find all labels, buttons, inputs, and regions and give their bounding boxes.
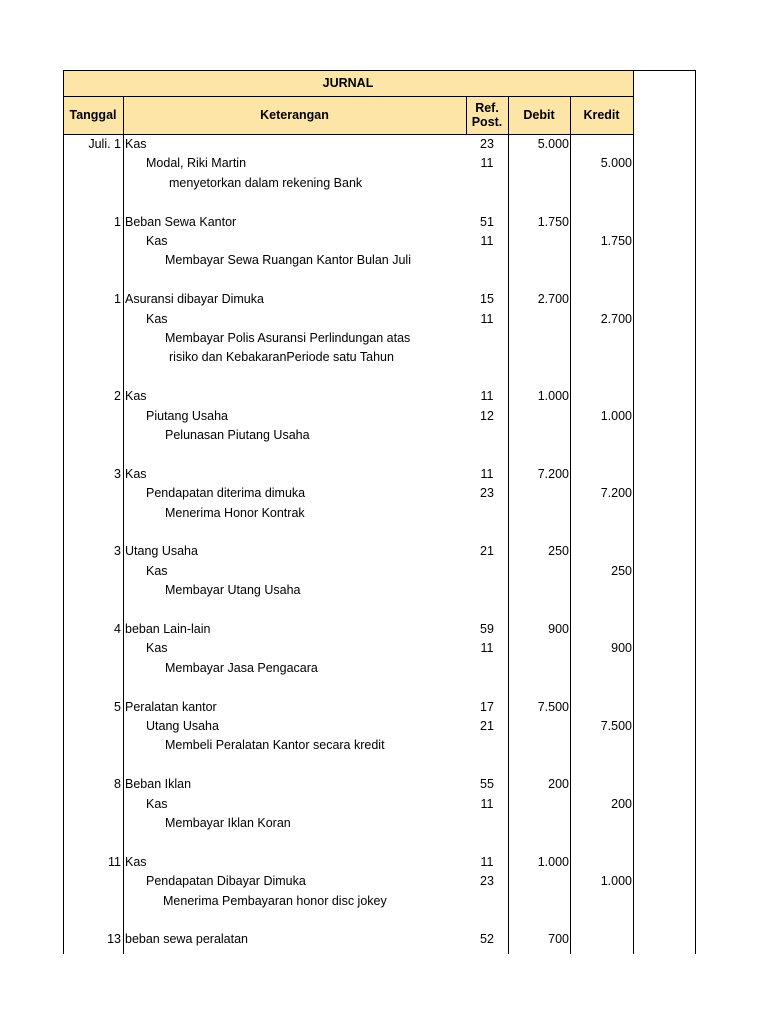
entry-description: Asuransi dibayar Dimuka — [125, 292, 264, 307]
col-line-keterangan-hdr — [466, 96, 467, 134]
entry-description: Kas — [125, 466, 147, 481]
entry-description: Kas — [125, 137, 147, 151]
entry-description: Utang Usaha — [125, 544, 198, 559]
entry-description: Pelunasan Piutang Usaha — [165, 428, 310, 442]
entry-date: 1 — [114, 292, 121, 307]
header-ref-line1: Ref. — [475, 101, 499, 115]
entry-description: Beban Iklan — [125, 777, 192, 792]
entry-description: Utang Usaha — [146, 719, 219, 733]
entry-description: menyetorkan dalam rekening Bank — [169, 175, 363, 190]
entry-kredit: 250 — [611, 563, 632, 578]
col-line-right — [695, 70, 696, 954]
entry-date: 1 — [114, 214, 121, 229]
entry-description: Kas — [146, 796, 168, 811]
entry-date: 13 — [107, 932, 121, 947]
entry-description: Kas — [146, 234, 168, 248]
entry-debit: 700 — [548, 932, 569, 947]
entry-kredit: 2.700 — [600, 311, 632, 326]
entry-debit: 1.750 — [537, 214, 569, 229]
entry-date: 3 — [114, 466, 121, 481]
entry-kredit: 900 — [611, 641, 632, 656]
entry-ref-post: 23 — [480, 486, 494, 501]
entry-description: beban Lain-lain — [125, 622, 211, 636]
entry-debit: 7.200 — [537, 466, 569, 481]
entry-description: risiko dan KebakaranPeriode satu Tahun — [169, 350, 394, 365]
entry-date: 5 — [114, 699, 121, 714]
entry-debit: 900 — [548, 622, 569, 636]
entry-ref-post: 11 — [480, 156, 494, 171]
entry-description: Beban Sewa Kantor — [125, 214, 237, 229]
col-line-left — [63, 70, 64, 954]
entry-description: beban sewa peralatan — [125, 932, 249, 947]
entry-description: Pendapatan Dibayar Dimuka — [146, 874, 306, 889]
entry-date: 8 — [114, 777, 121, 792]
header-keterangan: Keterangan — [260, 108, 329, 122]
entry-date: 4 — [114, 622, 121, 636]
entry-ref-post: 11 — [480, 641, 494, 656]
entry-kredit: 1.000 — [600, 408, 632, 423]
entry-kredit: 7.500 — [600, 719, 632, 733]
header-tanggal: Tanggal — [69, 108, 117, 122]
entry-debit: 250 — [548, 544, 569, 559]
entry-debit: 5.000 — [537, 137, 569, 151]
journal-title: JURNAL — [322, 76, 374, 90]
entry-ref-post: 21 — [480, 544, 494, 559]
entry-kredit: 1.000 — [600, 874, 632, 889]
entry-ref-post: 11 — [480, 466, 494, 481]
entry-debit: 200 — [548, 777, 569, 792]
header-debit: Debit — [523, 108, 555, 122]
entry-description: Menerima Pembayaran honor disc jokey — [163, 893, 387, 908]
entry-description: Membayar Utang Usaha — [165, 583, 301, 598]
entry-description: Membeli Peralatan Kantor secara kredit — [165, 738, 385, 753]
entry-ref-post: 11 — [480, 796, 494, 811]
entry-debit: 7.500 — [537, 699, 569, 714]
entry-debit: 1.000 — [537, 389, 569, 404]
entry-description: Peralatan kantor — [125, 699, 217, 714]
entry-ref-post: 11 — [480, 389, 494, 404]
entry-kredit: 1.750 — [600, 234, 632, 248]
entry-ref-post: 15 — [480, 292, 494, 307]
entry-date: 11 — [108, 854, 121, 869]
entry-debit: 2.700 — [537, 292, 569, 307]
entry-ref-post: 11 — [480, 234, 494, 248]
entry-description: Membayar Jasa Pengacara — [165, 660, 318, 675]
entry-debit: 1.000 — [537, 854, 569, 869]
entry-description: Kas — [146, 641, 168, 656]
col-line-kredit — [633, 70, 634, 954]
entry-description: Membayar Sewa Ruangan Kantor Bulan Juli — [165, 253, 411, 268]
entry-ref-post: 11 — [480, 311, 494, 326]
entry-description: Kas — [146, 563, 168, 578]
entry-description: Membayar Iklan Koran — [165, 816, 291, 830]
entry-date: 2 — [114, 389, 121, 404]
entry-date: Juli. 1 — [88, 137, 121, 151]
entry-ref-post: 55 — [480, 777, 494, 792]
entry-description: Menerima Honor Kontrak — [165, 505, 305, 520]
border-top — [63, 70, 695, 71]
entry-ref-post: 52 — [480, 932, 494, 947]
entry-description: Piutang Usaha — [146, 408, 229, 423]
entry-ref-post: 21 — [480, 719, 494, 733]
entry-description: Kas — [125, 854, 147, 869]
entry-description: Modal, Riki Martin — [146, 156, 247, 171]
entry-ref-post: 59 — [480, 622, 494, 636]
entry-ref-post: 23 — [480, 874, 494, 889]
entry-kredit: 7.200 — [600, 486, 632, 501]
entry-description: Kas — [125, 389, 147, 404]
header-kredit: Kredit — [583, 108, 620, 122]
entry-date: 3 — [114, 544, 121, 559]
entry-kredit: 5.000 — [600, 156, 632, 171]
entry-description: Pendapatan diterima dimuka — [146, 486, 306, 501]
header-ref-post — [466, 96, 508, 134]
entry-ref-post: 11 — [480, 854, 494, 869]
entry-description: Membayar Polis Asuransi Perlindungan atas — [165, 331, 411, 345]
entry-ref-post: 17 — [480, 699, 494, 714]
entry-ref-post: 23 — [480, 137, 494, 151]
title-divider — [63, 96, 633, 97]
col-line-debit — [570, 96, 571, 954]
entry-description: Kas — [146, 311, 168, 326]
entry-kredit: 200 — [611, 796, 632, 811]
entry-ref-post: 12 — [480, 408, 494, 423]
entry-ref-post: 51 — [480, 214, 494, 229]
col-line-tanggal — [123, 96, 124, 954]
header-ref-line2: Post. — [471, 115, 503, 129]
